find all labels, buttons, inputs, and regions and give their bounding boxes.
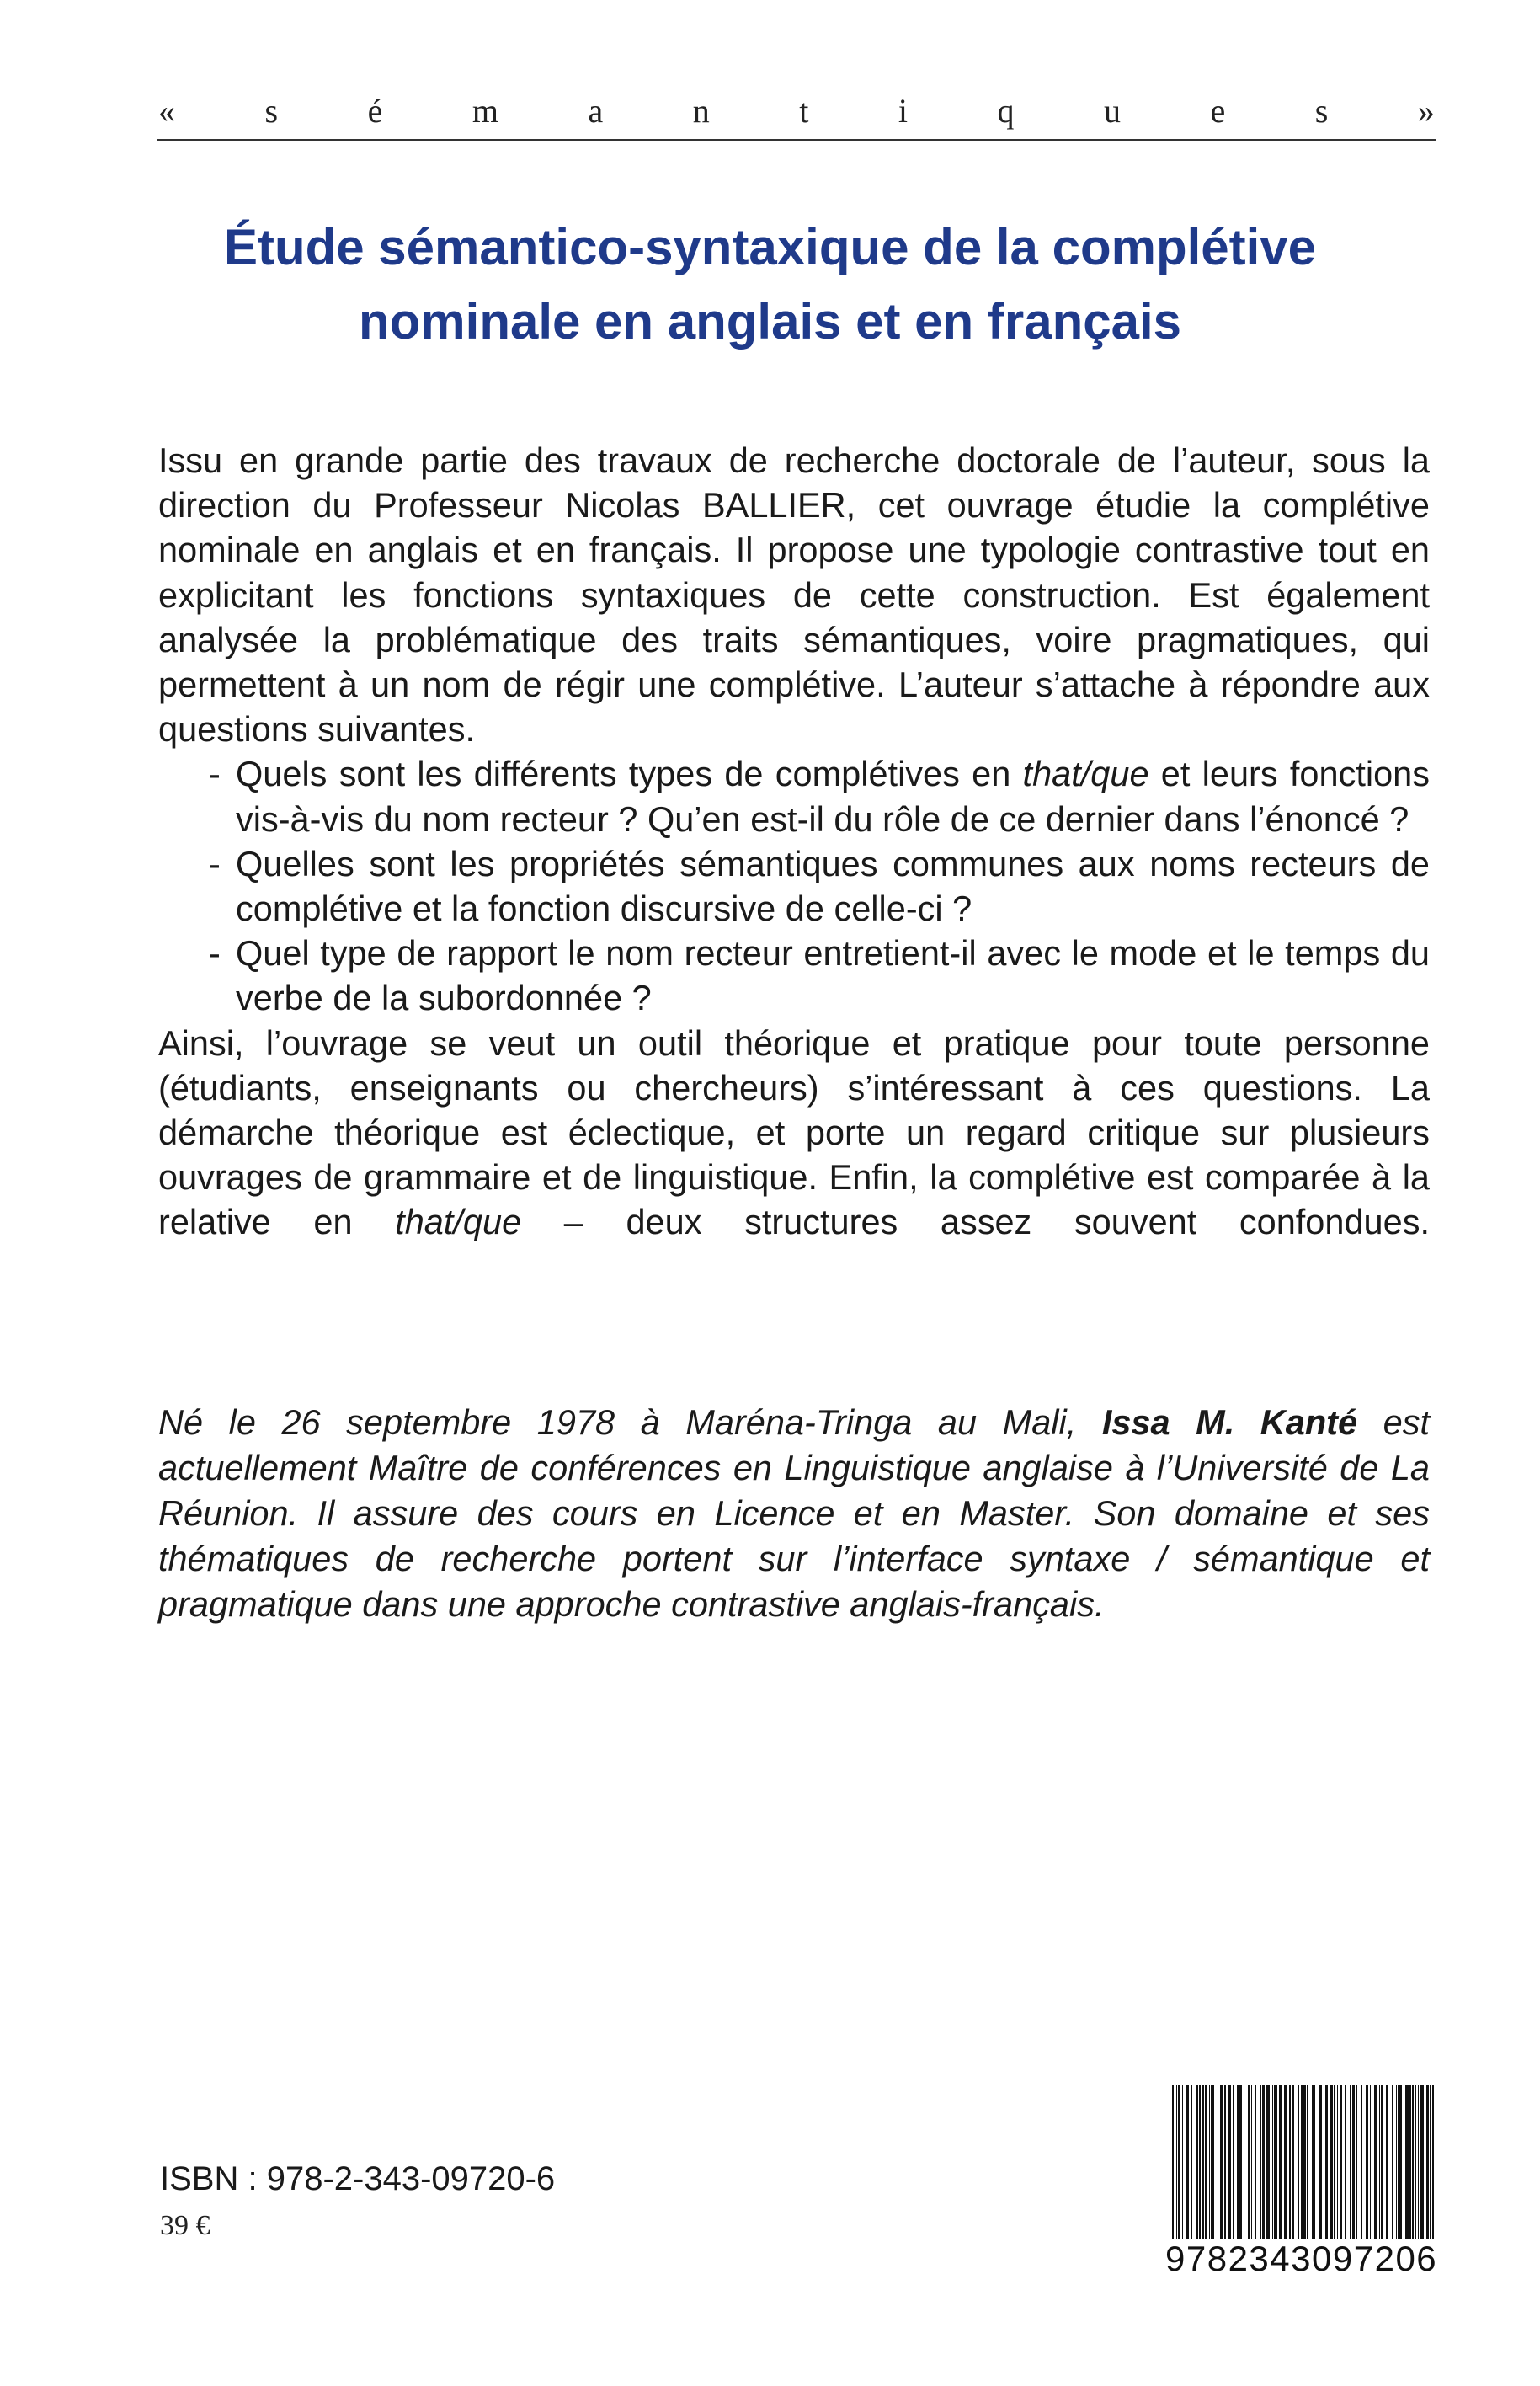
series-letter: « [158,92,175,130]
barcode-bar [1379,2085,1380,2239]
barcode-bar [1172,2085,1174,2239]
series-letter: s [264,92,279,130]
barcode-bars [1165,2085,1441,2239]
barcode-bar [1412,2085,1414,2239]
barcode-bar [1303,2085,1306,2239]
description [158,438,1430,1245]
barcode-bar [1409,2085,1411,2239]
barcode-bar [1405,2085,1409,2239]
barcode-bar [1337,2085,1338,2239]
barcode-bar [1186,2085,1189,2239]
barcode-bar [1239,2085,1242,2239]
author-bio: Né le 26 septembre 1978 à Maréna-Tringa au Mali, Issa M. Kanté est actuellement Maître de conférences en Linguistique anglaise à l’Université de La Réunion. Il assure des cours en Licence et en Master. Son domaine et ses thématiques de recherche portent sur l’interface syntaxe / sémantique et pragmatique dans une approche contrastive anglais-français. [158,1402,1431,1624]
series-letter: e [1210,92,1226,130]
barcode-bar [1361,2085,1362,2239]
barcode-bar [1272,2085,1273,2239]
barcode-bar [1262,2085,1265,2239]
barcode-digits: 9782343097206 [1165,2239,1438,2278]
barcode-bar [1209,2085,1210,2239]
series-letter: t [799,92,809,130]
author-name: Issa M. Kanté [1101,1402,1358,1442]
barcode-bar [1418,2085,1419,2239]
barcode-bar [1202,2085,1204,2239]
book-title [101,211,1439,359]
series-letter: é [367,92,383,130]
barcode-bar [1251,2085,1252,2239]
description-intro: Issu en grande partie des travaux de recherche doctorale de l’auteur, sous la direction du Professeur Nicolas BALLIER, cet ouvrage étudie la complétive nominale en anglais et en français. Il propose une typologie contrastive tout en explicitant les fonctions syntaxiques de cette construction. Est également analysée la problématique des traits sémantiques, voire pragmatiques, qui permettent à un nom de régir une complétive. L’auteur s’attache à répondre aux questions suivantes. [158,440,1430,750]
barcode-bar [1334,2085,1335,2239]
isbn: ISBN : 978-2-343-09720-6 [160,2160,556,2197]
barcode-bar [1325,2085,1328,2239]
barcode-bar [1398,2085,1399,2239]
barcode-bar [1228,2085,1231,2239]
barcode-bar [1330,2085,1333,2239]
book-title-line-2: nominale en anglais et en français [359,293,1181,350]
barcode-bar [1255,2085,1256,2239]
barcode-bar [1307,2085,1308,2239]
barcode-bar [1279,2085,1282,2239]
price: 39 € [160,2210,210,2241]
barcode-bar [1289,2085,1291,2239]
series-letter: » [1417,92,1435,130]
barcode-bar [1178,2085,1180,2239]
barcode-bar [1220,2085,1223,2239]
barcode-bar [1176,2085,1177,2239]
series-letter: s [1314,92,1329,130]
question-dash: - [209,754,221,794]
barcode-bar [1366,2085,1368,2239]
barcode-bar [1199,2085,1201,2239]
series-letter: m [472,92,498,130]
barcode-bar [1248,2085,1250,2239]
question-dash: - [209,843,221,883]
barcode-bar [1432,2085,1434,2239]
barcode-bar [1374,2085,1377,2239]
description-conclusion: Ainsi, l’ouvrage se veut un outil théorique et pratique pour toute personne (étudiants, enseignants ou chercheurs) s’intéressant à ces questions. La démarche théorique est éclectique, et porte un regard critique sur plusieurs ouvrages de grammaire et de linguistique. Enfin, la complétive est comparée à la relative en that/que – deux structures assez souvent confondues. [158,1022,1430,1242]
barcode-bar [1415,2085,1416,2239]
barcode-bar [1350,2085,1351,2239]
header-rule [157,139,1436,141]
barcode-bar [1191,2085,1192,2239]
barcode-bar [1356,2085,1357,2239]
barcode-bar [1426,2085,1429,2239]
barcode-bar [1205,2085,1207,2239]
barcode-bar [1392,2085,1393,2239]
barcode-bar [1399,2085,1402,2239]
barcode-bar [1370,2085,1371,2239]
barcode-bar [1340,2085,1342,2239]
barcode-bar [1266,2085,1270,2239]
barcode-bar [1312,2085,1315,2239]
series-letter: n [692,92,710,130]
question-dash: - [209,933,221,974]
barcode-bar [1298,2085,1299,2239]
barcode-bar [1274,2085,1276,2239]
barcode-bar [1319,2085,1322,2239]
barcode-bar [1420,2085,1424,2239]
book-title-line-1: Étude sémantico-syntaxique de la complétive [223,219,1317,275]
barcode-bar [1211,2085,1214,2239]
series-title [158,91,1435,131]
barcode-bar [1260,2085,1261,2239]
question-item: - Quelles sont les propriétés sémantiques communes aux noms recteurs de complétive et la fonction discursive de celle-ci ? [158,841,1430,931]
question-item: - Quels sont les différents types de complétives en that/que et leurs fonctions vis-à-vis du nom recteur ? Qu’en est-il du rôle de ce dernier dans l’énoncé ? [158,751,1430,841]
barcode-bar [1196,2085,1198,2239]
barcode-bar [1396,2085,1397,2239]
barcode-bar [1345,2085,1346,2239]
barcode-bar [1301,2085,1303,2239]
barcode-bar [1381,2085,1383,2239]
barcode-bar [1237,2085,1239,2239]
series-letter: i [898,92,908,130]
barcode-bar [1276,2085,1277,2239]
barcode-bar [1224,2085,1226,2239]
series-letter: a [588,92,604,130]
barcode-bar [1292,2085,1294,2239]
barcode-bar [1233,2085,1234,2239]
barcode [1165,2085,1441,2286]
barcode-bar [1430,2085,1431,2239]
series-letter: q [997,92,1015,130]
barcode-bar [1352,2085,1355,2239]
series-letter: u [1103,92,1121,130]
barcode-bar [1182,2085,1183,2239]
barcode-bar [1386,2085,1388,2239]
question-item: - Quel type de rapport le nom recteur entretient-il avec le mode et le temps du verbe de la subordonnée ? [158,931,1430,1020]
barcode-bar [1284,2085,1287,2239]
